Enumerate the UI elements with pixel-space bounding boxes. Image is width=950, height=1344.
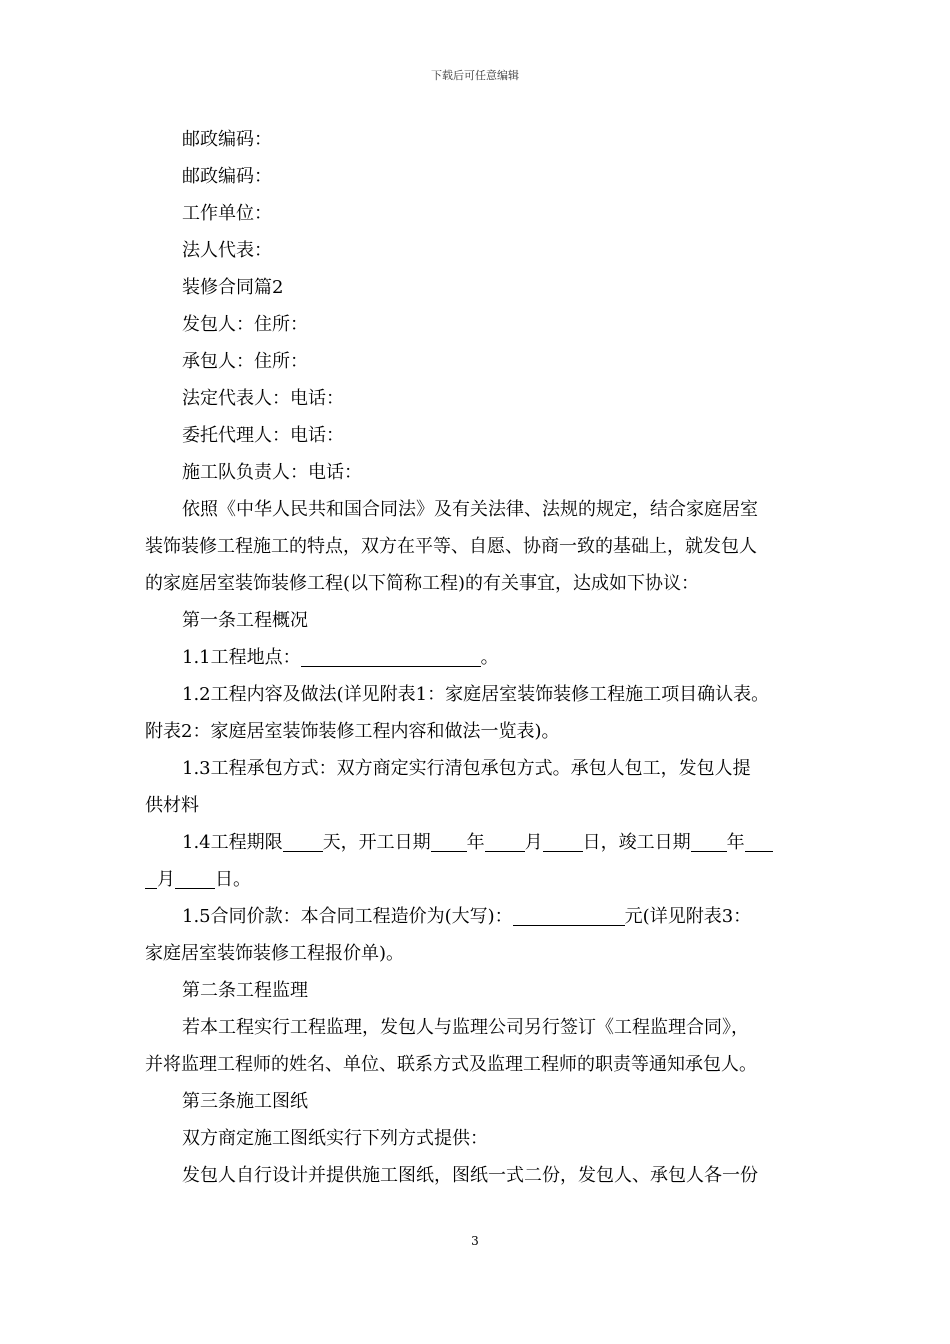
preamble-line: 依照《中华人民共和国合同法》及有关法律、法规的规定，结合家庭居室 [182,499,758,520]
legal-rep-line: 法人代表： [182,240,272,261]
end-month-blank [145,866,157,889]
legal-representative-line: 法定代表人：电话： [182,388,344,409]
page-number: 3 [471,1234,479,1248]
address-blank [301,644,481,667]
clause-1-5 [145,898,825,935]
days-blank [283,829,323,852]
preamble-line: 装饰装修工程施工的特点，双方在平等、自愿、协商一致的基础上，就发包人 [145,536,757,557]
clause-1-5: 家庭居室装饰装修工程报价单)。 [145,943,405,964]
drawings-text: 发包人自行设计并提供施工图纸，图纸一式二份，发包人、承包人各一份 [182,1165,758,1186]
document-body [145,121,825,1194]
contract-title: 装修合同篇2 [182,277,284,298]
clause-1-2: 1.2工程内容及做法(详见附表1：家庭居室装饰装修工程施工项目确认表。 [182,684,770,705]
section-heading: 第二条工程监理 [182,980,308,1001]
clause-text: 1.5合同价款：本合同工程造价为(大写)： [182,906,513,927]
clause-1-4 [145,824,825,861]
clause-1-1 [145,639,825,676]
end-day-blank [175,866,215,889]
preamble-line: 的家庭居室装饰装修工程(以下简称工程)的有关事宜，达成如下协议： [145,573,700,594]
work-unit-line: 工作单位： [182,203,272,224]
clause-text: 年 [466,832,485,853]
end-year-blank [691,829,727,852]
start-day-blank [543,829,583,852]
team-leader-line: 施工队负责人：电话： [182,462,362,483]
supervision-text: 并将监理工程师的姓名、单位、联系方式及监理工程师的职责等通知承包人。 [145,1054,757,1075]
drawings-text: 双方商定施工图纸实行下列方式提供： [182,1128,488,1149]
contractor-line: 承包人：住所： [182,351,308,372]
section-heading: 第一条工程概况 [182,610,308,631]
postal-code-line: 邮政编码： [182,166,272,187]
clause-1-4 [145,861,825,898]
clause-text: 月 [157,869,175,890]
clause-text: 日，竣工日期 [582,832,691,853]
clause-1-3: 供材料 [145,795,199,816]
clause-text: 年 [726,832,745,853]
page-header: 下载后可任意编辑 [431,69,519,82]
employer-line: 发包人：住所： [182,314,308,335]
postal-code-line: 邮政编码： [182,129,272,150]
agent-line: 委托代理人：电话： [182,425,344,446]
supervision-text: 若本工程实行工程监理，发包人与监理公司另行签订《工程监理合同》， [182,1017,749,1038]
clause-1-3: 1.3工程承包方式：双方商定实行清包承包方式。承包人包工，发包人提 [182,758,751,779]
clause-1-2: 附表2：家庭居室装饰装修工程内容和做法一览表)。 [145,721,560,742]
price-blank [513,903,625,926]
end-month-blank [745,829,773,852]
clause-text: 元(详见附表3： [624,906,752,927]
start-month-blank [485,829,525,852]
clause-text: 。 [480,647,499,668]
clause-text: 1.4工程期限 [182,832,283,853]
start-year-blank [431,829,467,852]
section-heading: 第三条施工图纸 [182,1091,308,1112]
clause-text: 日。 [215,869,251,890]
clause-text: 1.1工程地点： [182,647,301,668]
clause-text: 月 [524,832,543,853]
clause-text: 天，开工日期 [322,832,431,853]
